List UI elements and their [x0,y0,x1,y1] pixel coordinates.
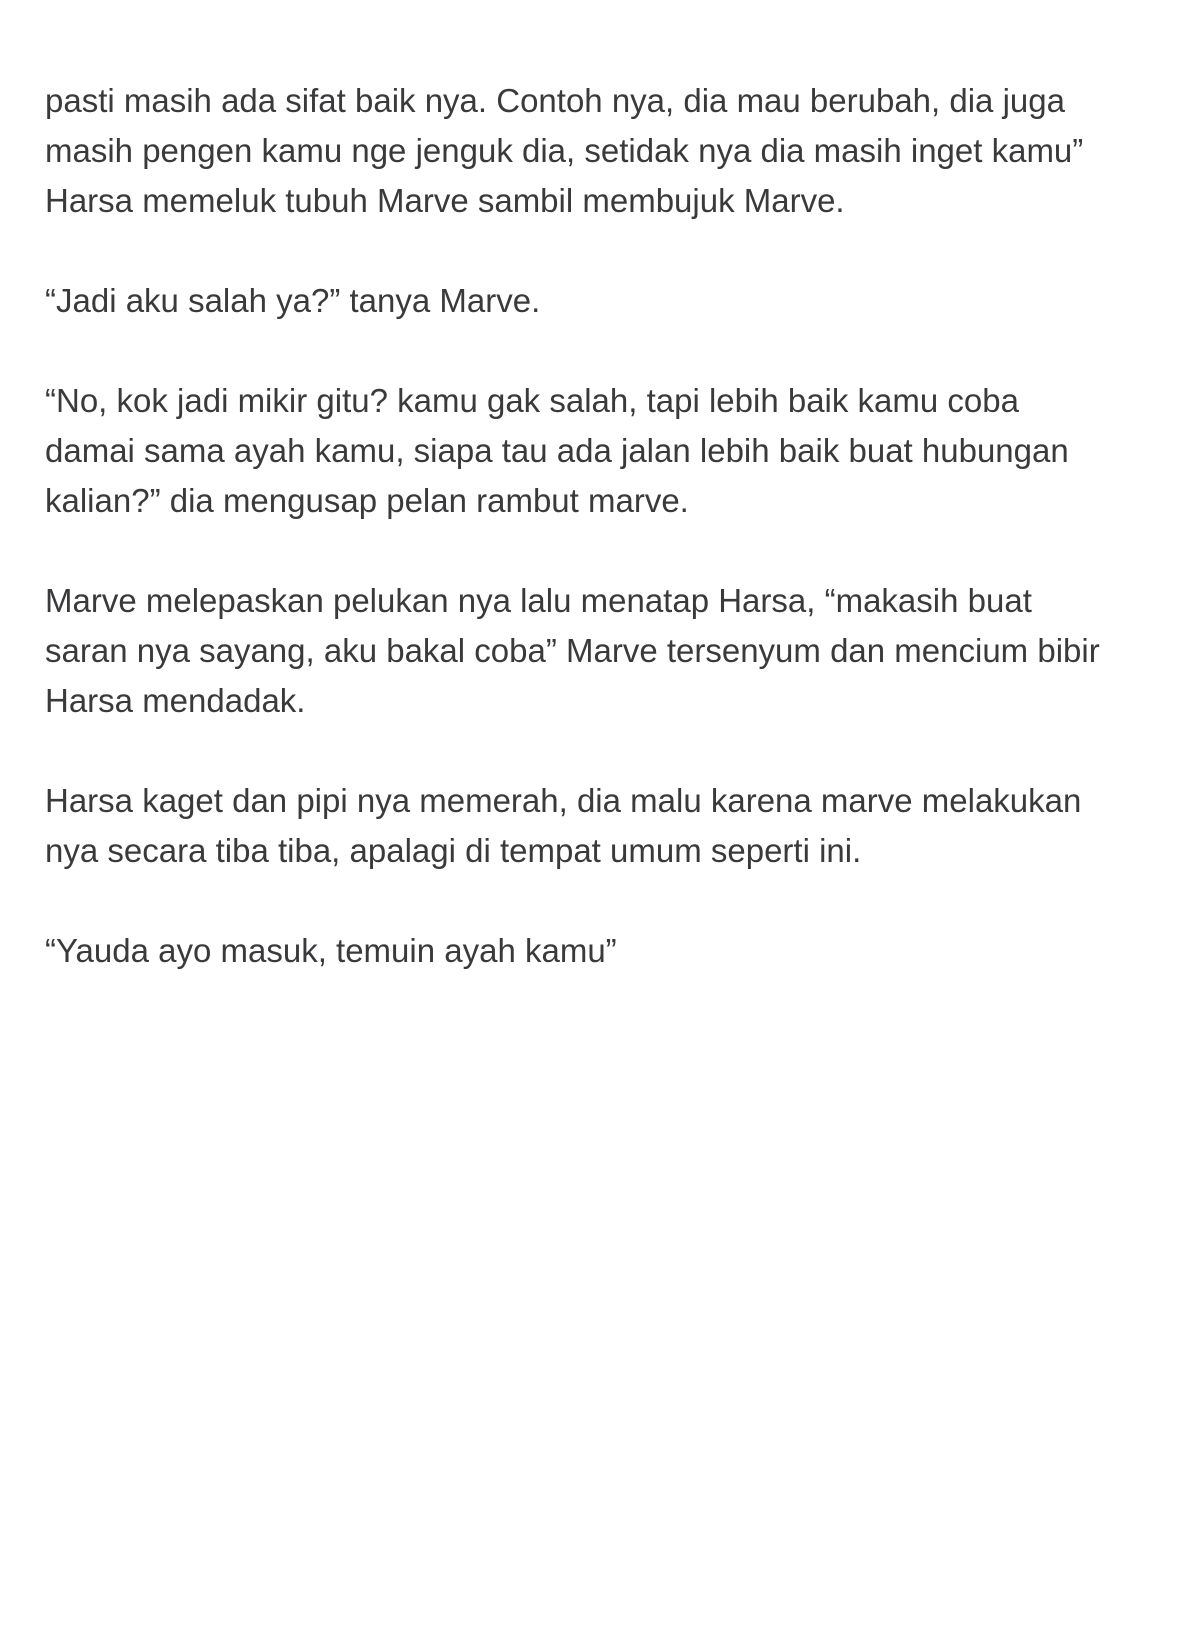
text-line: nya secara tiba tiba, apalagi di tempat umum seperti ini. [45,832,862,869]
text-line: damai sama ayah kamu, siapa tau ada jalan lebih baik buat hubungan [45,432,1069,469]
text-line: “Jadi aku salah ya?” tanya Marve. [45,282,541,319]
paragraph-4 [45,576,1170,726]
paragraph-2 [45,276,1170,326]
text-line: kalian?” dia mengusap pelan rambut marve. [45,482,689,519]
text-line: “Yauda ayo masuk, temuin ayah kamu” [45,932,617,969]
text-line: Harsa memeluk tubuh Marve sambil membujuk Marve. [45,182,845,219]
text-line: Marve melepaskan pelukan nya lalu menatap Harsa, “makasih buat [45,582,1032,619]
paragraph-6 [45,926,1170,976]
text-line: pasti masih ada sifat baik nya. Contoh nya, dia mau berubah, dia juga [45,82,1065,119]
text-line: masih pengen kamu nge jenguk dia, setidak nya dia masih inget kamu” [45,132,1084,169]
paragraph-1 [45,76,1170,226]
text-line: Harsa mendadak. [45,682,306,719]
paragraph-5 [45,776,1170,876]
text-line: Harsa kaget dan pipi nya memerah, dia malu karena marve melakukan [45,782,1082,819]
text-line: saran nya sayang, aku bakal coba” Marve tersenyum dan mencium bibir [45,632,1100,669]
paragraph-3 [45,376,1170,526]
text-line: “No, kok jadi mikir gitu? kamu gak salah, tapi lebih baik kamu coba [45,382,1019,419]
story-text [45,76,1170,1026]
